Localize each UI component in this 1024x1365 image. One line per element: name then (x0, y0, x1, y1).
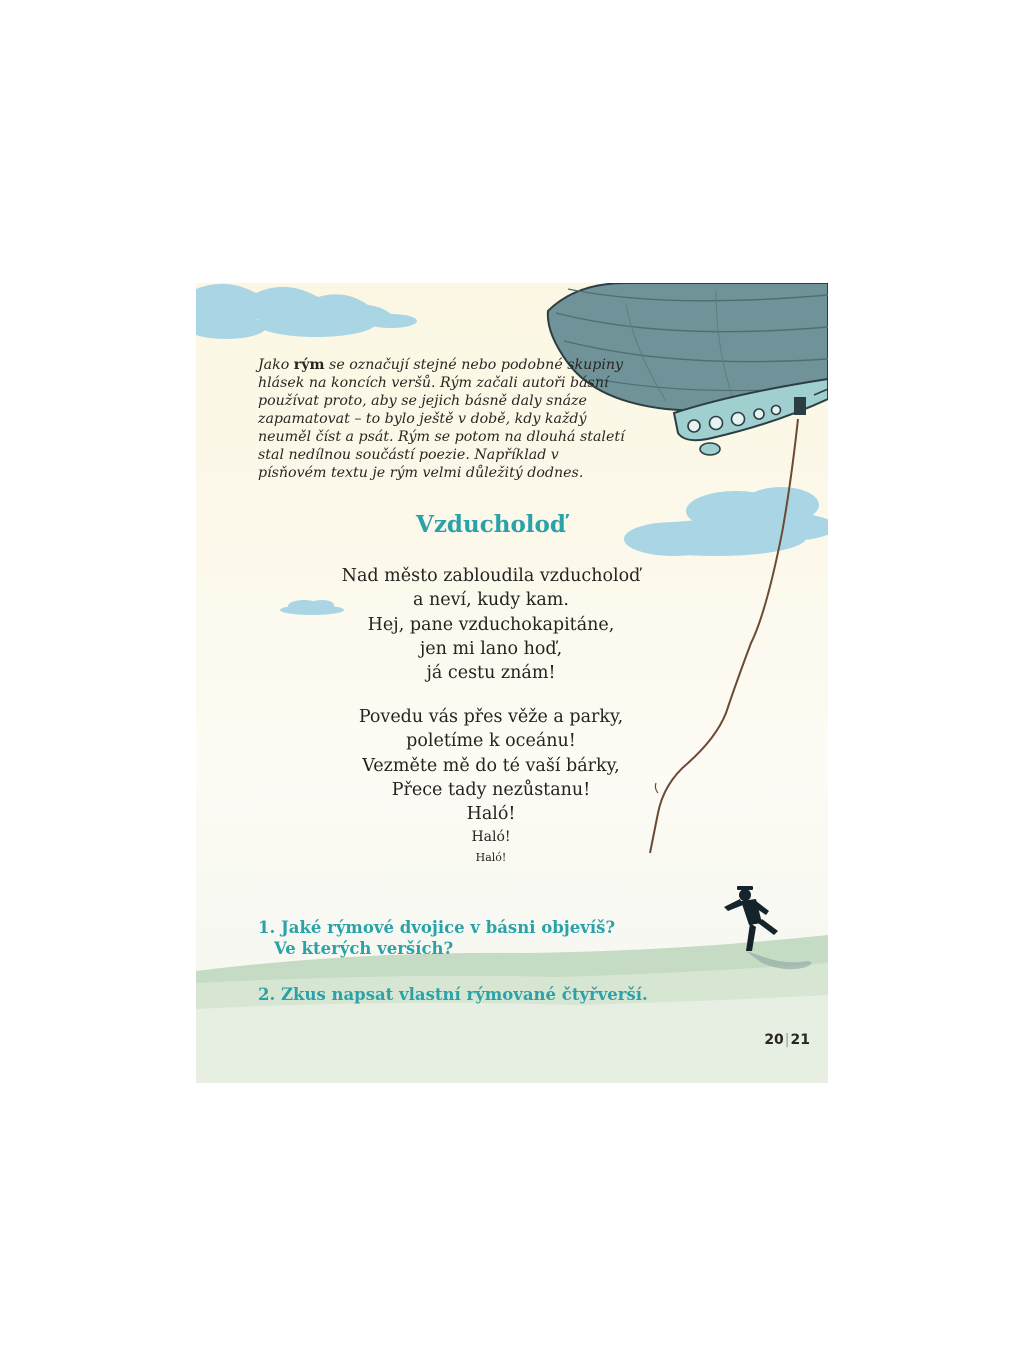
question-1-line-2: Ve kterých verších? (274, 939, 454, 958)
poem-title: Vzducholoď (416, 511, 566, 538)
poem-verse: jen mi lano hoď, (419, 638, 563, 659)
page-number-right: 21 (790, 1032, 810, 1048)
poem-verse-smaller: Haló! (471, 829, 511, 846)
question-1-line-1: 1. Jaké rýmové dvojice v básni objevíš? (258, 918, 616, 937)
cloud-top-left (196, 284, 417, 339)
poem-verse: já cestu znám! (426, 663, 556, 684)
intro-bold-term: rým (293, 357, 325, 373)
poem-verse: Vezměte mě do té vaší bárky, (362, 755, 620, 776)
poem-verse: Haló! (466, 804, 516, 825)
page-number-left: 20 (764, 1032, 784, 1048)
rope (650, 419, 798, 853)
intro-paragraph (258, 356, 628, 482)
poem-stanza-1 (326, 564, 656, 685)
question-2: 2. Zkus napsat vlastní rýmované čtyřverší. (258, 985, 648, 1004)
intro-text-rest: se označují stejné nebo podobné skupiny hlásek na koncích veršů. Rým začali autoři básní používat proto, aby se jejich básně daly snáze zapamatovat – to bylo ještě v době, kdy každý neuměl číst a psát. Rým se potom na dlouhá staletí stal nedílnou součástí poezie. Například v písňovém textu je rým velmi důležitý dodnes. (258, 357, 625, 481)
questions (258, 917, 658, 1005)
poem-verse: a neví, kudy kam. (413, 590, 569, 611)
book-page (196, 283, 828, 1083)
cloud-right (624, 487, 828, 556)
poem-verse-smallest: Haló! (475, 851, 507, 865)
poem-verse: Nad město zabloudila vzducholoď (341, 566, 641, 586)
poem-verse: Povedu vás přes věže a parky, (358, 707, 624, 727)
page-number-separator: | (784, 1032, 790, 1048)
poem-verse: Hej, pane vzduchokapitáne, (367, 614, 615, 635)
question-1 (258, 917, 658, 959)
intro-text-start: Jako (258, 357, 294, 373)
page-numbers (764, 1032, 810, 1048)
poem-verse: Přece tady nezůstanu! (391, 779, 591, 800)
poem-verse: poletíme k oceánu! (406, 731, 576, 752)
poem-stanza-2 (326, 705, 656, 868)
